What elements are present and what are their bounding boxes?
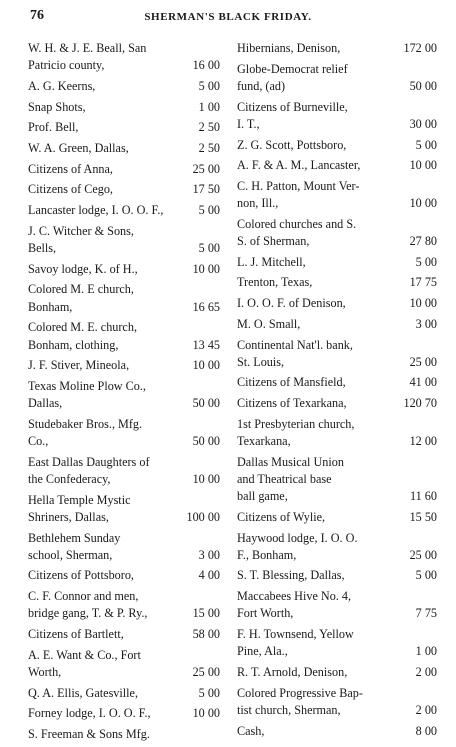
contribution-amount: 10 00	[409, 196, 437, 211]
contributor-name: A. F. & A. M., Lancaster,	[237, 158, 361, 173]
contributor-name: Continental Nat'l. bank, St. Louis,	[237, 337, 353, 369]
contribution-amount: 16 65	[192, 299, 220, 314]
contribution-entry	[28, 726, 220, 743]
contribution-amount: 17 75	[409, 275, 437, 290]
contribution-amount: 13 45	[192, 337, 220, 352]
contribution-amount: 15 50	[409, 509, 437, 524]
contribution-amount: 5 00	[198, 203, 220, 218]
contribution-entry	[237, 723, 437, 740]
contribution-amount: 3 00	[198, 547, 220, 562]
contribution-amount: 2 50	[198, 141, 220, 156]
page-number: 76	[30, 8, 44, 23]
contribution-entry	[28, 454, 220, 488]
contribution-amount: 41 00	[409, 375, 437, 390]
contributor-name: Trenton, Texas,	[237, 275, 313, 290]
contributor-name: C. F. Connor and men, bridge gang, T. & P. Ry.,	[28, 589, 148, 621]
contribution-entry	[28, 261, 220, 278]
contribution-entry	[28, 647, 220, 681]
contribution-amount: 10 00	[192, 706, 220, 721]
contribution-entry	[237, 685, 437, 719]
contribution-amount: 1 00	[415, 644, 437, 659]
contributor-name: Citizens of Texarkana,	[237, 396, 347, 411]
page-header	[0, 8, 456, 28]
contributor-name: Z. G. Scott, Pottsboro,	[237, 137, 347, 152]
contribution-amount: 58 00	[192, 627, 220, 642]
contribution-entry	[237, 254, 437, 271]
contribution-entry	[237, 416, 437, 450]
contributor-name: Hella Temple Mystic Shriners, Dallas,	[28, 492, 131, 524]
contributor-name: Colored churches and S. S. of Sherman,	[237, 216, 357, 249]
contribution-entry	[237, 626, 437, 660]
contributor-name: Forney lodge, I. O. O. F.,	[28, 706, 151, 721]
contribution-entry	[28, 181, 220, 198]
contributor-name: Citizens of Anna,	[28, 161, 113, 176]
contributor-name: Savoy lodge, K. of H.,	[28, 261, 138, 276]
contributor-name: S. Freeman & Sons Mfg.	[28, 727, 150, 742]
contribution-amount: 10 00	[192, 261, 220, 276]
contributor-name: Snap Shots,	[28, 99, 86, 114]
contribution-entry	[28, 319, 220, 353]
contributor-name: C. H. Patton, Mount Ver- non, Ill.,	[237, 178, 360, 211]
contribution-entry	[237, 157, 437, 174]
contributor-name: J. F. Stiver, Mineola,	[28, 358, 130, 373]
contributor-name: Q. A. Ellis, Gatesville,	[28, 685, 139, 700]
contribution-amount: 12 00	[409, 434, 437, 449]
contribution-entry	[28, 99, 220, 116]
contribution-entry	[237, 530, 437, 564]
contributor-name: East Dallas Daughters of the Confederacy,	[28, 454, 150, 486]
contributor-name: Citizens of Burneville, I. T.,	[237, 99, 348, 131]
contribution-entry	[28, 567, 220, 584]
contribution-entry	[237, 61, 437, 95]
contribution-amount: 10 00	[192, 471, 220, 486]
contribution-amount: 5 00	[415, 568, 437, 583]
contribution-amount: 4 00	[198, 568, 220, 583]
contributor-name: Citizens of Pottsboro,	[28, 568, 134, 583]
contributor-name: L. J. Mitchell,	[237, 254, 306, 269]
contributor-name: 1st Presbyterian church, Texarkana,	[237, 416, 355, 449]
contributor-name: Colored M. E. church, Bonham, clothing,	[28, 320, 137, 352]
contributor-name: S. T. Blessing, Dallas,	[237, 568, 345, 583]
contribution-entry	[28, 223, 220, 257]
contributor-name: Lancaster lodge, I. O. O. F.,	[28, 203, 164, 218]
contribution-amount: 15 00	[192, 606, 220, 621]
contribution-entry	[237, 509, 437, 526]
contributor-name: A. E. Want & Co., Fort Worth,	[28, 647, 141, 679]
contributor-name: Dallas Musical Union and Theatrical base ball game,	[237, 454, 344, 504]
contribution-amount: 30 00	[409, 116, 437, 131]
contribution-amount: 5 00	[198, 241, 220, 256]
contributor-name: Maccabees Hive No. 4, Fort Worth,	[237, 589, 352, 621]
contribution-entry	[28, 378, 220, 412]
contributor-name: Citizens of Bartlett,	[28, 627, 124, 642]
contribution-entry	[28, 281, 220, 315]
contribution-amount: 10 00	[409, 296, 437, 311]
contribution-amount: 11 60	[410, 489, 437, 504]
contributor-name: W. H. & J. E. Beall, San Patricio county,	[28, 41, 147, 73]
contribution-entry	[237, 567, 437, 584]
contribution-entry	[237, 274, 437, 291]
contributor-name: Studebaker Bros., Mfg. Co.,	[28, 416, 143, 449]
contribution-entry	[237, 664, 437, 681]
contribution-entry	[28, 685, 220, 702]
left-column	[28, 40, 220, 747]
contribution-amount: 50 00	[192, 434, 220, 449]
contribution-entry	[237, 374, 437, 391]
contributor-name: Bethlehem Sunday school, Sherman,	[28, 530, 121, 562]
contribution-entry	[28, 202, 220, 219]
contribution-entry	[28, 530, 220, 564]
contributor-name: Prof. Bell,	[28, 120, 79, 135]
contribution-amount: 27 80	[409, 234, 437, 249]
contributor-name: Globe-Democrat relief fund, (ad)	[237, 61, 348, 93]
contributor-name: Citizens of Mansfield,	[237, 375, 346, 390]
contribution-entry	[28, 588, 220, 622]
contribution-amount: 5 00	[415, 137, 437, 152]
contribution-entry	[28, 705, 220, 722]
contribution-amount: 120 70	[403, 396, 437, 411]
contribution-amount: 3 00	[415, 316, 437, 331]
contributor-name: W. A. Green, Dallas,	[28, 141, 129, 156]
contributor-name: I. O. O. F. of Denison,	[237, 296, 346, 311]
contribution-amount: 50 00	[192, 396, 220, 411]
contribution-amount: 25 00	[192, 665, 220, 679]
running-head: SHERMAN'S BLACK FRIDAY.	[144, 11, 312, 23]
contributor-name: Cash,	[237, 723, 265, 738]
contributor-name: Citizens of Wylie,	[237, 509, 326, 524]
contribution-entry	[237, 337, 437, 371]
contribution-amount: 25 00	[192, 161, 220, 176]
contributor-name: Colored Progressive Bap- tist church, Sherman,	[237, 685, 363, 717]
contributor-name: Colored M. E church, Bonham,	[28, 282, 134, 314]
contributor-name: A. G. Keerns,	[28, 78, 96, 93]
contribution-entry	[237, 454, 437, 506]
contribution-amount: 25 00	[409, 354, 437, 369]
contribution-amount: 5 00	[198, 685, 220, 700]
contribution-amount: 8 00	[415, 723, 437, 738]
contribution-entry	[237, 295, 437, 312]
contribution-entry	[237, 588, 437, 622]
contribution-entry	[237, 216, 437, 250]
contribution-entry	[28, 40, 220, 74]
contributor-name: Citizens of Cego,	[28, 182, 113, 197]
contribution-amount: 16 00	[192, 58, 220, 73]
contribution-entry	[237, 40, 437, 57]
contribution-entry	[28, 492, 220, 526]
contribution-entry	[28, 119, 220, 136]
contribution-amount: 10 00	[192, 358, 220, 373]
contributor-name: Hibernians, Denison,	[237, 41, 341, 55]
contribution-amount: 2 00	[415, 702, 437, 717]
contribution-entry	[237, 99, 437, 133]
contribution-entry	[28, 78, 220, 95]
contribution-amount: 50 00	[409, 78, 437, 93]
contribution-amount: 2 00	[415, 665, 437, 679]
contribution-amount: 100 00	[186, 509, 220, 524]
contributor-name: F. H. Townsend, Yellow Pine, Ala.,	[237, 627, 354, 659]
contribution-entry	[28, 416, 220, 450]
contribution-entry	[237, 316, 437, 333]
contribution-amount: 172 00	[403, 41, 437, 55]
contributor-name: M. O. Small,	[237, 316, 301, 331]
contribution-amount: 1 00	[198, 99, 220, 114]
contribution-amount: 17 50	[192, 182, 220, 197]
contribution-entry	[28, 626, 220, 643]
contribution-entry	[28, 161, 220, 178]
contribution-amount: 5 00	[198, 78, 220, 93]
contribution-amount: 10 00	[409, 158, 437, 173]
contribution-entry	[28, 357, 220, 374]
contribution-amount: 7 75	[415, 606, 437, 621]
contributor-name: Texas Moline Plow Co., Dallas,	[28, 378, 146, 411]
contribution-entry	[237, 137, 437, 154]
contribution-amount: 2 50	[198, 120, 220, 135]
contribution-entry	[237, 395, 437, 412]
contributor-name: J. C. Witcher & Sons, Bells,	[28, 223, 134, 256]
contributor-name: Haywood lodge, I. O. O. F., Bonham,	[237, 530, 358, 562]
contribution-amount: 5 00	[415, 254, 437, 269]
contribution-amount: 25 00	[409, 547, 437, 562]
right-column	[237, 40, 437, 743]
contribution-entry	[237, 178, 437, 212]
contribution-entry	[28, 140, 220, 157]
contributor-name: R. T. Arnold, Denison,	[237, 665, 348, 679]
